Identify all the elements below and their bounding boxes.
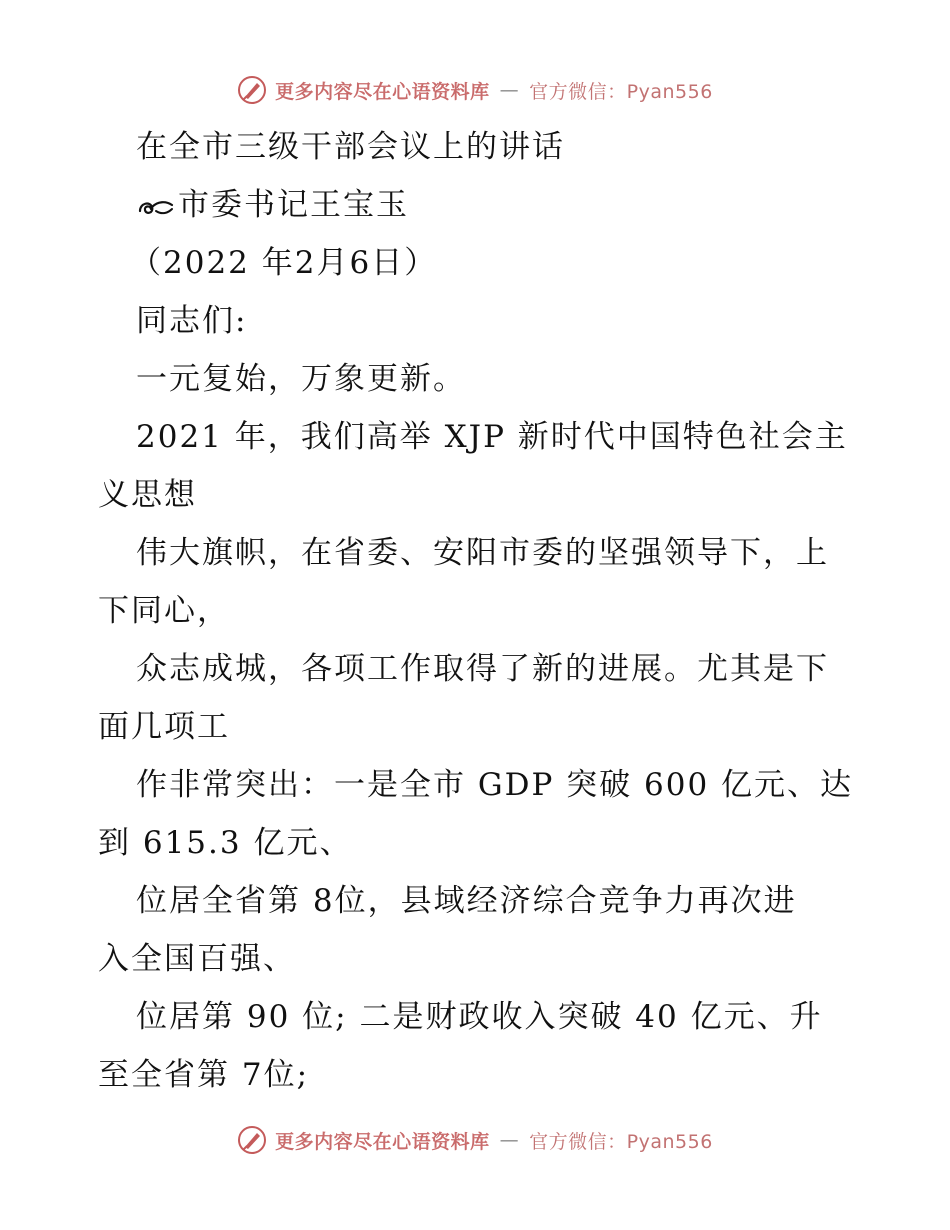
body-line: 2021 年，我们高举 XJP 新时代中国特色社会主 (136, 419, 848, 455)
document-salutation: 同志们: (136, 303, 248, 339)
document-author-line (98, 176, 858, 234)
body-line: 至全省第 7位; (98, 1057, 310, 1093)
body-line: 位居第 90 位; 二是财政收入突破 40 亿元、升 (136, 999, 823, 1035)
watermark-site-text: 更多内容尽在心语资料库 (275, 1130, 490, 1153)
body-line: 下同心， (98, 593, 230, 629)
body-line: 作非常突出：一是全市 GDP 突破 600 亿元、达 (136, 767, 854, 803)
watermark-wechat-text: 官方微信：Pyan556 (529, 1130, 713, 1153)
quill-logo-icon (237, 1125, 267, 1155)
body-line: 伟大旗帜，在省委、安阳市委的坚强领导下，上 (136, 535, 829, 571)
body-line: 义思想 (98, 477, 197, 513)
body-line: 位居全省第 8位，县域经济综合竞争力再次进 (136, 883, 797, 919)
body-line: 入全国百强、 (98, 941, 296, 977)
body-line: 面几项工 (98, 709, 230, 745)
document-date: （2022 年2月6日） (130, 245, 438, 281)
curl-ornament-icon (136, 195, 176, 219)
document-paragraphs (98, 350, 858, 1104)
body-line: 到 615.3 亿元、 (98, 825, 353, 861)
document-body (98, 118, 858, 1104)
body-line: 众志成城，各项工作取得了新的进展。尤其是下 (136, 651, 829, 687)
quill-logo-icon (237, 75, 267, 105)
watermark-header (0, 70, 950, 110)
document-title: 在全市三级干部会议上的讲话 (136, 129, 565, 165)
body-line: 一元复始，万象更新。 (136, 361, 466, 397)
watermark-site-text: 更多内容尽在心语资料库 (275, 80, 490, 103)
document-author: 市委书记王宝玉 (178, 187, 409, 223)
watermark-separator: — (499, 79, 520, 101)
watermark-wechat-text: 官方微信：Pyan556 (529, 80, 713, 103)
watermark-separator: — (499, 1129, 520, 1151)
watermark-footer (0, 1120, 950, 1160)
